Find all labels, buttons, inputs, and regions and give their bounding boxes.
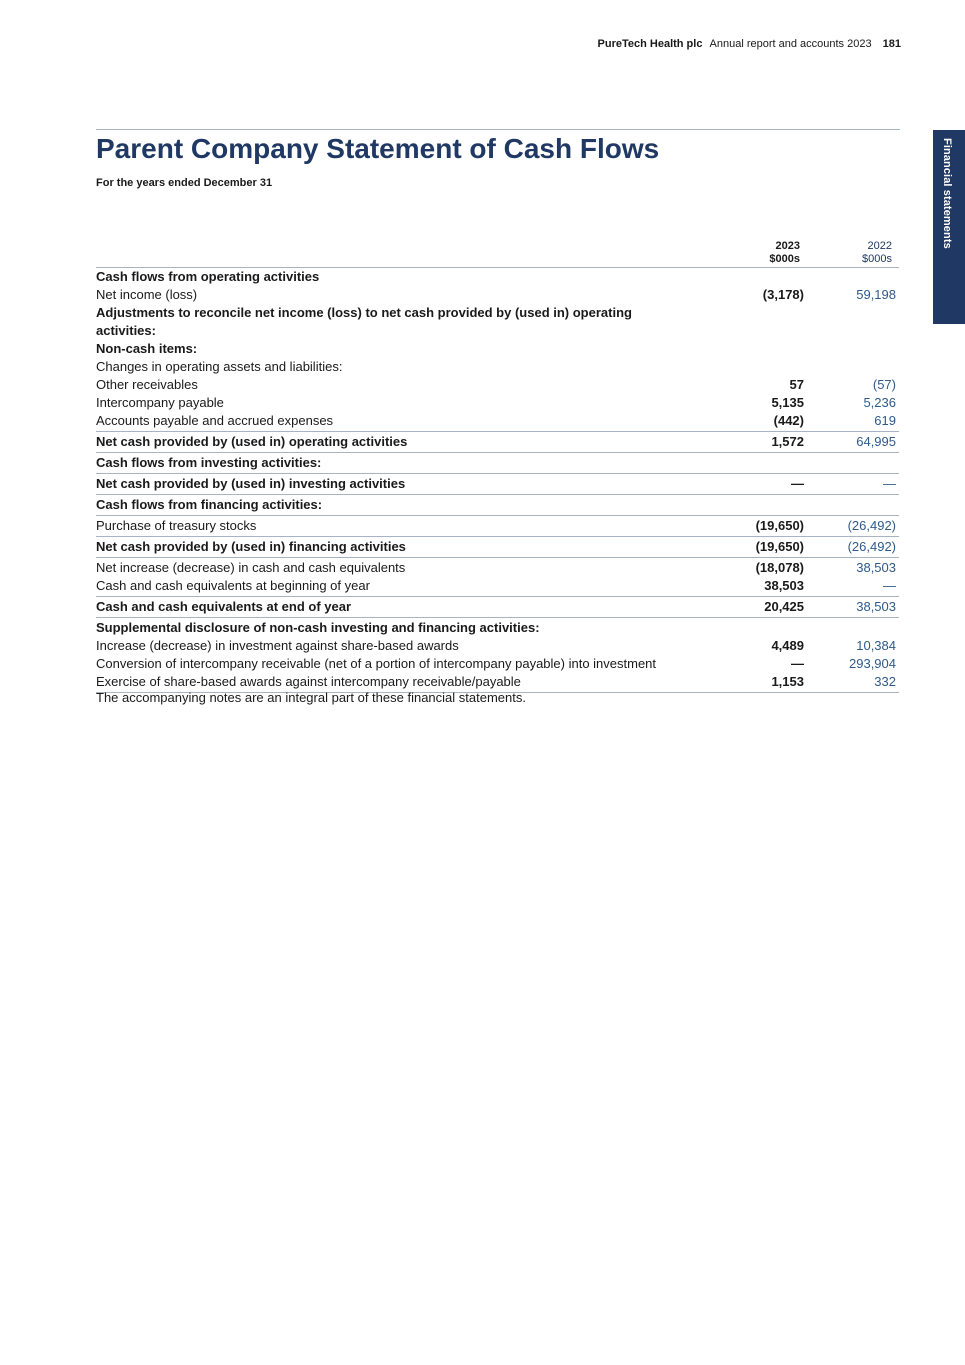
table-row bbox=[96, 412, 899, 432]
column-header-2023 bbox=[720, 240, 800, 266]
value-2023: (18,078) bbox=[755, 560, 804, 575]
row-label: Net cash provided by (used in) financing activities bbox=[96, 539, 406, 554]
row-label: Net income (loss) bbox=[96, 287, 198, 302]
value-2022: 59,198 bbox=[856, 287, 896, 302]
report-name: Annual report and accounts 2023 bbox=[709, 38, 872, 50]
value-2023: 38,503 bbox=[764, 578, 804, 593]
section-tab-label: Financial statements bbox=[941, 138, 953, 249]
table-row bbox=[96, 358, 899, 376]
value-2023: (3,178) bbox=[762, 287, 804, 302]
row-label: Supplemental disclosure of non-cash investing and financing activities: bbox=[96, 620, 540, 635]
table-row bbox=[96, 577, 899, 597]
row-label: Purchase of treasury stocks bbox=[96, 518, 257, 533]
row-label: Adjustments to reconcile net income (loss) to net cash provided by (used in) operating activities: bbox=[96, 305, 632, 338]
column-unit-2023: $000s bbox=[769, 253, 800, 265]
row-label: Cash flows from operating activities bbox=[96, 269, 320, 284]
table-row bbox=[96, 454, 899, 474]
table-header bbox=[96, 240, 899, 268]
table-row bbox=[96, 637, 899, 655]
table-row bbox=[96, 475, 899, 495]
value-2022: — bbox=[883, 476, 896, 491]
value-2022: — bbox=[883, 578, 896, 593]
company-name: PureTech Health plc bbox=[597, 38, 703, 50]
table-row bbox=[96, 433, 899, 453]
row-label: Cash flows from financing activities: bbox=[96, 497, 323, 512]
row-label: Cash and cash equivalents at beginning of year bbox=[96, 578, 370, 593]
row-label: Net cash provided by (used in) investing activities bbox=[96, 476, 406, 491]
value-2023: 4,489 bbox=[771, 638, 804, 653]
row-label: Net cash provided by (used in) operating activities bbox=[96, 434, 408, 449]
row-label: Conversion of intercompany receivable (net of a portion of intercompany payable) into investment bbox=[96, 656, 657, 671]
value-2023: (442) bbox=[773, 413, 804, 428]
value-2023: — bbox=[791, 656, 804, 671]
row-label: Exercise of share-based awards against intercompany receivable/payable bbox=[96, 674, 521, 689]
value-2023: — bbox=[791, 476, 804, 491]
table-row bbox=[96, 538, 899, 558]
row-label: Non-cash items: bbox=[96, 341, 198, 356]
value-2022: 38,503 bbox=[856, 560, 896, 575]
value-2023: (19,650) bbox=[755, 518, 804, 533]
value-2022: 10,384 bbox=[856, 638, 896, 653]
column-year-2022: 2022 bbox=[867, 240, 892, 252]
table-row bbox=[96, 304, 899, 340]
table-row bbox=[96, 376, 899, 394]
value-2023: 1,572 bbox=[771, 434, 804, 449]
value-2023: 20,425 bbox=[764, 599, 804, 614]
table-row bbox=[96, 286, 899, 304]
row-label: Increase (decrease) in investment against share-based awards bbox=[96, 638, 459, 653]
table-row bbox=[96, 340, 899, 358]
row-label: Other receivables bbox=[96, 377, 198, 392]
value-2022: 64,995 bbox=[856, 434, 896, 449]
value-2022: 332 bbox=[874, 674, 896, 689]
value-2022: 5,236 bbox=[863, 395, 896, 410]
table-row bbox=[96, 394, 899, 412]
footnote: The accompanying notes are an integral part of these financial statements. bbox=[96, 690, 526, 705]
value-2022: (57) bbox=[872, 377, 896, 392]
table-row bbox=[96, 619, 899, 637]
value-2022: 619 bbox=[874, 413, 896, 428]
cash-flow-table bbox=[96, 240, 899, 694]
row-label: Accounts payable and accrued expenses bbox=[96, 413, 334, 428]
value-2023: 57 bbox=[789, 377, 804, 392]
value-2023: 5,135 bbox=[771, 395, 804, 410]
page-subtitle: For the years ended December 31 bbox=[96, 177, 273, 189]
value-2023: (19,650) bbox=[755, 539, 804, 554]
table-row bbox=[96, 268, 899, 286]
column-year-2023: 2023 bbox=[775, 240, 800, 252]
column-header-2022 bbox=[812, 240, 892, 266]
table-row bbox=[96, 655, 899, 673]
running-header bbox=[598, 38, 901, 50]
page-title: Parent Company Statement of Cash Flows bbox=[96, 133, 660, 164]
title-rule bbox=[96, 129, 900, 130]
value-2022: 293,904 bbox=[849, 656, 896, 671]
value-2022: 38,503 bbox=[856, 599, 896, 614]
value-2023: 1,153 bbox=[771, 674, 804, 689]
table-row bbox=[96, 559, 899, 577]
table-row bbox=[96, 496, 899, 516]
row-label: Net increase (decrease) in cash and cash equivalents bbox=[96, 560, 406, 575]
row-label: Cash and cash equivalents at end of year bbox=[96, 599, 352, 614]
page-number: 181 bbox=[882, 38, 901, 50]
value-2022: (26,492) bbox=[847, 539, 896, 554]
row-label: Cash flows from investing activities: bbox=[96, 455, 322, 470]
section-tab bbox=[933, 130, 965, 324]
value-2022: (26,492) bbox=[847, 518, 896, 533]
row-label: Changes in operating assets and liabilities: bbox=[96, 359, 343, 374]
table-row bbox=[96, 517, 899, 537]
table-row bbox=[96, 598, 899, 618]
column-unit-2022: $000s bbox=[862, 253, 892, 265]
row-label: Intercompany payable bbox=[96, 395, 224, 410]
